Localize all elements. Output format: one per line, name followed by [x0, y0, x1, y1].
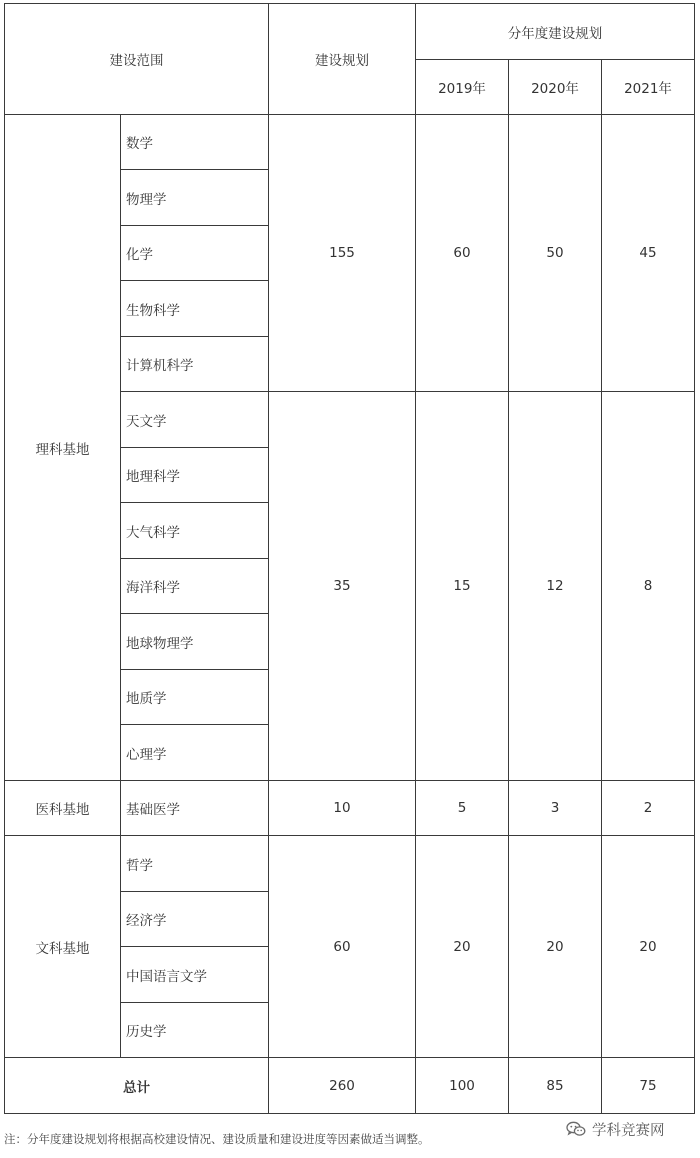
watermark — [566, 1118, 665, 1140]
plan-cell: 10 — [269, 781, 416, 836]
subject-cell: 数学 — [121, 115, 269, 170]
subject-cell: 地球物理学 — [121, 614, 269, 670]
subject-cell: 计算机科学 — [121, 337, 269, 392]
total-2021: 75 — [602, 1058, 695, 1114]
subject-cell: 经济学 — [121, 892, 269, 947]
plan-cell: 155 — [269, 115, 416, 392]
subject-cell: 历史学 — [121, 1003, 269, 1058]
watermark-text: 学科竞赛网 — [592, 1122, 665, 1139]
subject-cell: 物理学 — [121, 170, 269, 226]
year-2019-cell: 15 — [416, 392, 509, 781]
subject-cell: 地质学 — [121, 670, 269, 725]
wechat-icon — [566, 1121, 586, 1137]
year-2020-cell: 50 — [509, 115, 602, 392]
header-year-2020: 2020年 — [509, 60, 602, 115]
year-2020-cell: 20 — [509, 836, 602, 1058]
subject-cell: 地理科学 — [121, 448, 269, 503]
year-2021-cell: 2 — [602, 781, 695, 836]
subject-cell: 心理学 — [121, 725, 269, 781]
year-2020-cell: 12 — [509, 392, 602, 781]
year-2019-cell: 60 — [416, 115, 509, 392]
group-label-science: 理科基地 — [5, 115, 121, 781]
total-plan: 260 — [269, 1058, 416, 1114]
header-yearly: 分年度建设规划 — [416, 4, 695, 60]
header-year-2021: 2021年 — [602, 60, 695, 115]
subject-cell: 中国语言文学 — [121, 947, 269, 1003]
total-label: 总计 — [5, 1058, 269, 1114]
group-label-liberal-arts: 文科基地 — [5, 836, 121, 1058]
header-plan: 建设规划 — [269, 4, 416, 115]
subject-cell: 化学 — [121, 226, 269, 281]
subject-cell: 生物科学 — [121, 281, 269, 337]
subject-cell: 天文学 — [121, 392, 269, 448]
subject-cell: 大气科学 — [121, 503, 269, 559]
plan-cell: 35 — [269, 392, 416, 781]
construction-plan-table — [4, 3, 695, 1114]
year-2019-cell: 5 — [416, 781, 509, 836]
subject-cell: 海洋科学 — [121, 559, 269, 614]
header-scope: 建设范围 — [5, 4, 269, 115]
year-2021-cell: 8 — [602, 392, 695, 781]
year-2019-cell: 20 — [416, 836, 509, 1058]
plan-cell: 60 — [269, 836, 416, 1058]
footnote: 注：分年度建设规划将根据高校建设情况、建设质量和建设进度等因素做适当调整。 — [4, 1132, 430, 1146]
year-2021-cell: 20 — [602, 836, 695, 1058]
year-2020-cell: 3 — [509, 781, 602, 836]
year-2021-cell: 45 — [602, 115, 695, 392]
header-year-2019: 2019年 — [416, 60, 509, 115]
subject-cell: 基础医学 — [121, 781, 269, 836]
total-2020: 85 — [509, 1058, 602, 1114]
total-2019: 100 — [416, 1058, 509, 1114]
subject-cell: 哲学 — [121, 836, 269, 892]
group-label-medicine: 医科基地 — [5, 781, 121, 836]
